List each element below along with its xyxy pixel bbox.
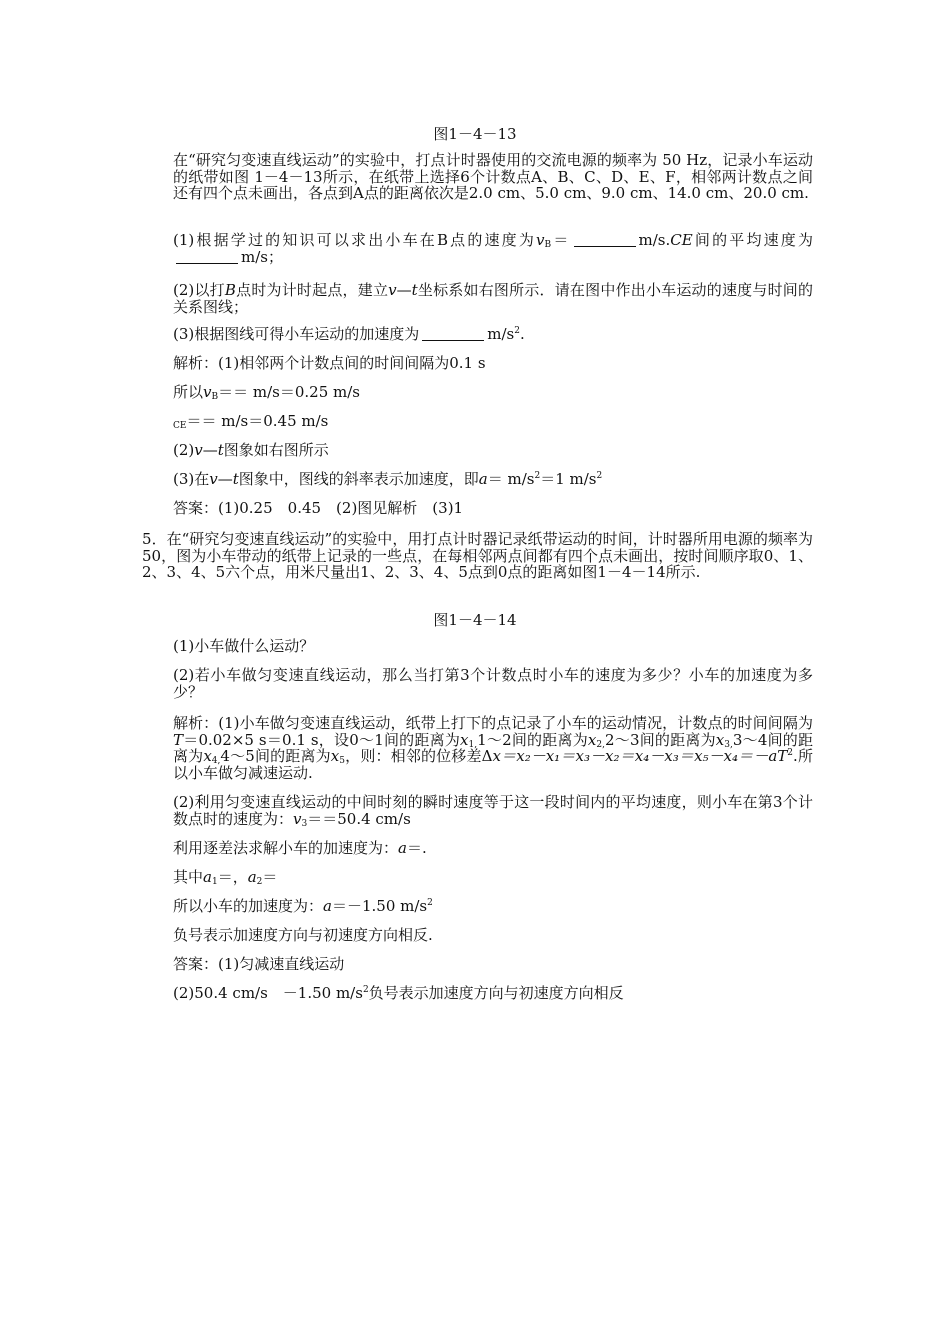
question-5-2: (2)若小车做匀变速直线运动，那么当打第3个计数点时小车的速度为多少？小车的加速度为多少？ [173, 666, 813, 701]
solution-line-3: $_{CE}$＝＝ m/s＝0.45 m/s [173, 412, 329, 431]
question-2: (2)以打B点时为计时起点，建立v—t坐标系如右图所示．请在图中作出小车运动的速度与时间的关系图线； [173, 281, 813, 316]
figure-caption-14: 图1－4－14 [433, 611, 517, 629]
solution-line-5: (3)在v—t图象中，图线的斜率表示加速度，即$a= m/s^2=1$ $m/s^2$ [173, 470, 603, 488]
problem-4-stem: 在“研究匀变速直线运动”的实验中，打点计时器使用的交流电源的频率为 50 Hz，记录小车运动的纸带如图 1－4－13所示，在纸带上选择6个计数点A、B、C、D、E、F，相邻两计数点之间还有四个点未画出，各点到A点的距离依次是2.0 cm、5.0 cm、9.0 cm、14.0 cm、20.0 cm. [173, 151, 813, 202]
solution-5-line-4: 其中$a_1=$，$a_2=$ [173, 868, 278, 887]
answer-blank[interactable] [176, 251, 238, 264]
solution-5-line-5: 所以小车的加速度为：a＝－1.50 $m/s^2$ [173, 897, 433, 915]
question-1: (1)根据学过的知识可以求出小车在B点的速度为$v_B= m/s.CE$间的平均速度为m/s； [173, 231, 813, 266]
answer-5-line-1: 答案：(1)匀减速直线运动 [173, 955, 345, 973]
problem-5-stem: 5．在“研究匀变速直线运动”的实验中，用打点计时器记录纸带运动的时间，计时器所用电源的频率为50，图为小车带动的纸带上记录的一些点，在每相邻两点间都有四个点未画出，按时间顺序取0、1、2、3、4、5六个点，用米尺量出1、2、3、4、5点到0点的距离如图1－4－14所示. [142, 530, 813, 581]
answer-blank[interactable] [422, 328, 484, 341]
solution-5-line-6: 负号表示加速度方向与初速度方向相反. [173, 926, 433, 944]
solution-5-line-2: (2)利用匀变速直线运动的中间时刻的瞬时速度等于这一段时间内的平均速度，则小车在第3个计数点时的速度为：$v_3==50.4$ cm/s [173, 793, 813, 829]
answer-4: 答案：(1)0.25 0.45 (2)图见解析 (3)1 [173, 499, 464, 517]
solution-5-line-3: 利用逐差法求解小车的加速度为：a＝. [173, 839, 427, 857]
answer-5-line-2: (2)50.4 cm/s －1.50 $m/s^2$负号表示加速度方向与初速度方向相反 [173, 984, 624, 1002]
solution-line-1: 解析：(1)相邻两个计数点间的时间间隔为0.1 s [173, 354, 486, 372]
solution-line-4: (2)v—t图象如右图所示 [173, 441, 329, 459]
question-5-1: (1)小车做什么运动？ [173, 637, 315, 655]
solution-line-2: 所以$v_B== m/s=0.25$ m/s [173, 383, 361, 402]
answer-blank[interactable] [574, 234, 636, 247]
question-3: (3)根据图线可得小车运动的加速度为 $m/s^2$. [173, 325, 525, 343]
solution-5-line-1: 解析：(1)小车做匀变速直线运动，纸带上打下的点记录了小车的运动情况，计数点的时间间隔为T＝0.02×5 s＝0.1 s，设0～1间的距离为$x_{1,}1\sim 2$间的距离为$x_{2,}2\sim 3$间的距离为$x_{3,}3\sim 4$间的距离为$x_{4,}4\sim 5$间的距离为$x_5$，则：相邻的位移差$\Delta x=x_2-x_1=x_3-x_2=x_4-x_3=x_5-x_4=-aT^2$.所以小车做匀减速运动. [173, 714, 814, 782]
figure-caption-13: 图1－4－13 [433, 125, 517, 143]
